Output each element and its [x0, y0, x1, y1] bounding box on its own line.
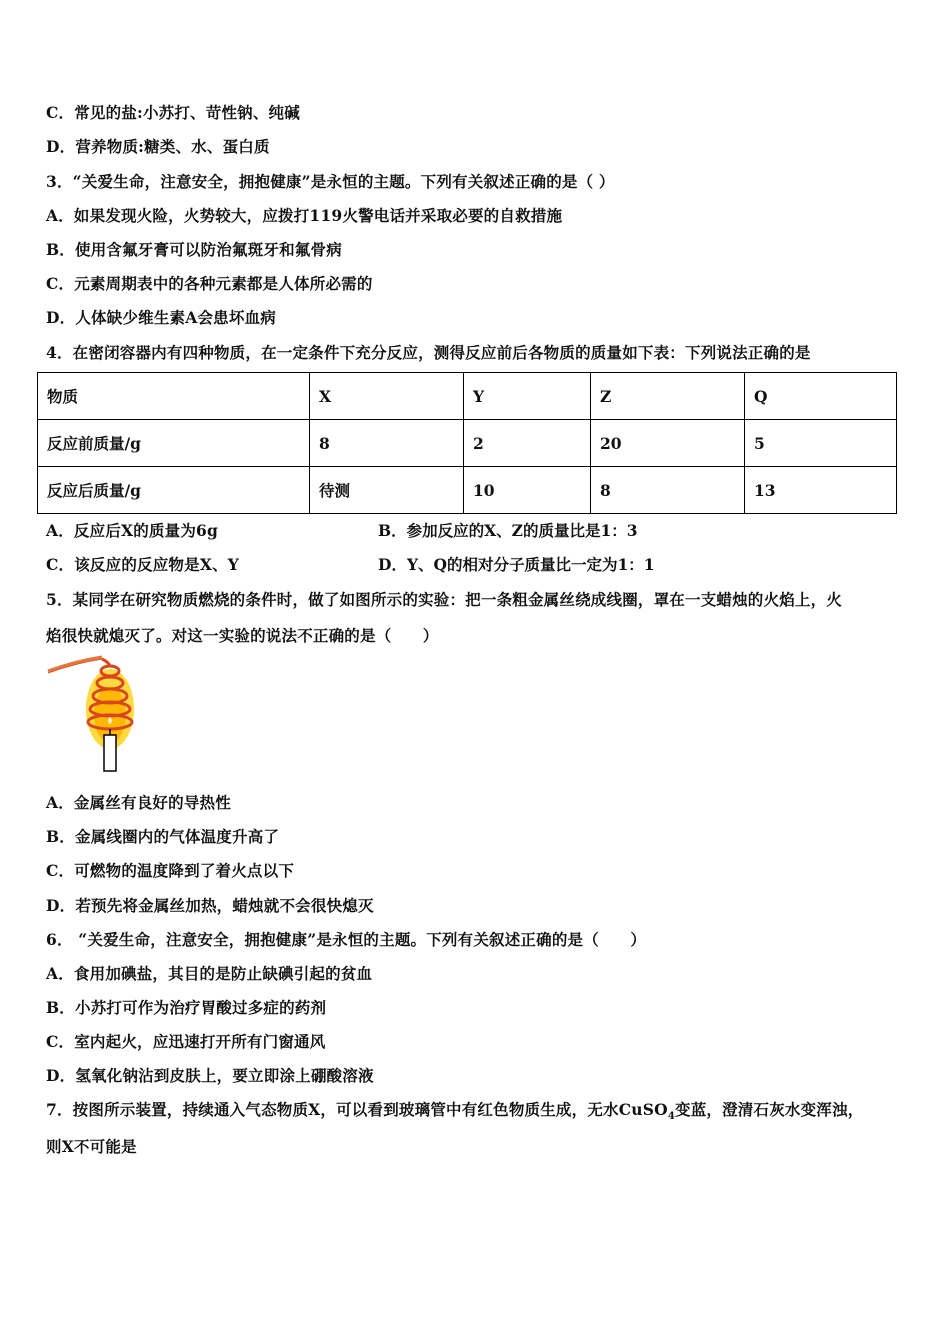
q2-option-c: C．常见的盐:小苏打、苛性钠、纯碱	[46, 103, 300, 122]
q3-option-a: A．如果发现火险，火势较大，应拨打119火警电话并采取必要的自救措施	[46, 206, 563, 225]
q7-stem-part-a: 7．按图所示装置，持续通入气态物质X，可以看到玻璃管中有红色物质生成，无水CuSO	[46, 1100, 668, 1119]
q5-option-d: D．若预先将金属丝加热，蜡烛就不会很快熄灭	[46, 896, 374, 915]
q4-option-a: A．反应后X的质量为6g	[46, 521, 219, 540]
q6-option-d: D．氢氧化钠沾到皮肤上，要立即涂上硼酸溶液	[46, 1066, 374, 1085]
q6-stem: 6． “关爱生命，注意安全，拥抱健康”是永恒的主题。下列有关叙述正确的是（ ）	[46, 930, 647, 949]
q6-option-c: C．室内起火，应迅速打开所有门窗通风	[46, 1032, 326, 1051]
table-header-row	[38, 373, 897, 420]
q3-stem: 3．“关爱生命，注意安全，拥抱健康”是永恒的主题。下列有关叙述正确的是（ ）	[46, 172, 615, 191]
table-cell: Z	[591, 373, 745, 420]
q4-stem: 4．在密闭容器内有四种物质，在一定条件下充分反应，测得反应前后各物质的质量如下表：下列说法正确的是	[46, 343, 811, 362]
q5-option-c: C．可燃物的温度降到了着火点以下	[46, 861, 295, 880]
q2-option-d: D．营养物质:糖类、水、蛋白质	[46, 137, 270, 156]
q7-stem-line2: 则X不可能是	[46, 1137, 137, 1156]
q3-option-d: D．人体缺少维生素A会患坏血病	[46, 308, 276, 327]
table-cell: 20	[591, 420, 745, 467]
q5-stem-line1: 5．某同学在研究物质燃烧的条件时，做了如图所示的实验：把一条粗金属丝绕成线圈，罩在一支蜡烛的火焰上，火	[46, 590, 842, 609]
q5-option-a: A．金属丝有良好的导热性	[46, 793, 231, 812]
table-cell: 物质	[38, 373, 310, 420]
q4-option-c: C．该反应的反应物是X、Y	[46, 555, 240, 574]
table-cell: 8	[591, 467, 745, 514]
table-cell: 待测	[310, 467, 464, 514]
q4-mass-table	[37, 372, 897, 514]
table-cell: 2	[464, 420, 591, 467]
candle-coil-figure	[46, 653, 146, 775]
table-cell: 10	[464, 467, 591, 514]
table-cell: 反应前质量/g	[38, 420, 310, 467]
table-cell: 8	[310, 420, 464, 467]
q3-option-b: B．使用含氟牙膏可以防治氟斑牙和氟骨病	[46, 240, 342, 259]
q6-option-a: A．食用加碘盐，其目的是防止缺碘引起的贫血	[46, 964, 373, 983]
table-row	[38, 420, 897, 467]
q6-option-b: B．小苏打可作为治疗胃酸过多症的药剂	[46, 998, 327, 1017]
q3-option-c: C．元素周期表中的各种元素都是人体所必需的	[46, 274, 373, 293]
q7-stem-part-b: 变蓝，澄清石灰水变浑浊，	[675, 1100, 864, 1119]
q4-option-b: B．参加反应的X、Z的质量比是1：3	[378, 521, 638, 540]
table-cell: Y	[464, 373, 591, 420]
q7-stem-line1	[46, 1098, 863, 1122]
q5-stem-line2: 焰很快就熄灭了。对这一实验的说法不正确的是（ ）	[46, 626, 439, 645]
q5-option-b: B．金属线圈内的气体温度升高了	[46, 827, 280, 846]
table-row	[38, 467, 897, 514]
table-cell: 13	[745, 467, 897, 514]
q7-subscript: 4	[667, 1111, 675, 1123]
q4-option-d: D．Y、Q的相对分子质量比一定为1：1	[378, 555, 655, 574]
table-cell: X	[310, 373, 464, 420]
table-cell: Q	[745, 373, 897, 420]
table-cell: 5	[745, 420, 897, 467]
table-cell: 反应后质量/g	[38, 467, 310, 514]
